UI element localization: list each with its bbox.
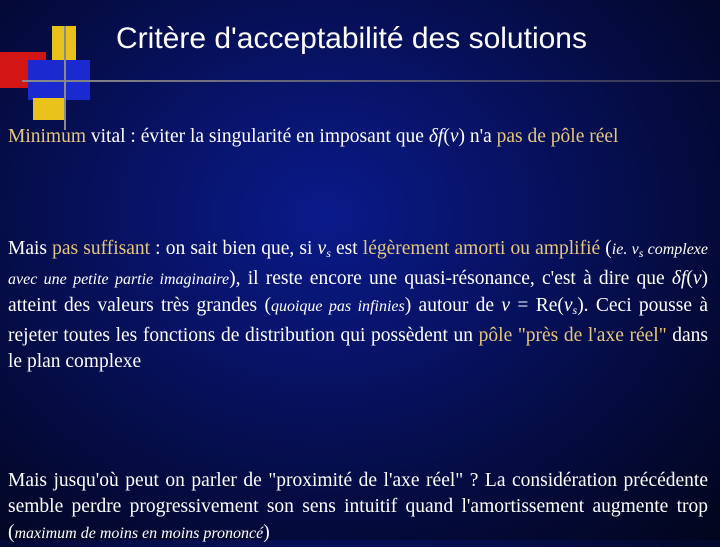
slide-title: Critère d'acceptabilité des solutions (116, 22, 587, 55)
variable-v: v (631, 241, 639, 258)
text-run: ) autour de (404, 295, 502, 316)
italic-aside: complexe avec une petite partie imaginaire (8, 241, 709, 288)
text-run: n'a (464, 126, 497, 147)
text-run: vital : éviter la singularité en imposant que (86, 126, 429, 147)
highlight-pole-reel: pôle réel (550, 126, 619, 147)
text-run: ( (443, 126, 450, 147)
delta-symbol: δ (671, 268, 681, 289)
text-run: ), il reste encore une quasi-résonance, c'est à dire que (229, 268, 672, 289)
highlight-amorti-amplifie: légèrement amorti ou amplifié (362, 238, 601, 259)
text-run: atteint des valeurs très grandes ( (8, 295, 271, 316)
decorative-yellow-block-bottom (33, 98, 65, 120)
text-run: ) (263, 522, 270, 543)
highlight-pas-suffisant: pas suffisant (52, 238, 151, 259)
variable-v: v (449, 126, 459, 147)
variable-v: v (692, 268, 702, 289)
decorative-vertical-rule (64, 26, 66, 130)
text-run: ) (458, 126, 465, 147)
text-run: dans le plan complexe (8, 325, 708, 372)
italic-aside: quoique pas infinies (270, 298, 405, 315)
text-run: Mais (8, 238, 53, 259)
text-run: ( (600, 238, 612, 259)
text-run: est (330, 238, 363, 259)
delta-symbol: δ (428, 126, 438, 147)
paragraph-quasi-resonance (8, 236, 708, 375)
italic-aside: maximum de moins en moins prononcé (14, 525, 264, 542)
text-run: Mais jusqu'où peut on parler de "proximité de l'axe réel" ? La considération précédente semble perdre progressivement son sens intuitif quand l'amortissement augmente trop ( (8, 470, 708, 543)
function-f: f (437, 126, 444, 147)
variable-v: v (563, 295, 573, 316)
text-run: ( (686, 268, 693, 289)
highlight-pas-de: pas de (496, 126, 546, 147)
variable-v: v (501, 295, 511, 316)
highlight-pole-pres-axe: pôle "près de l'axe réel" (478, 325, 667, 346)
highlight-minimum: Minimum (8, 126, 87, 147)
variable-v: v (317, 238, 327, 259)
paragraph-proximite (8, 468, 708, 547)
subscript-s: s (326, 246, 331, 260)
subscript-s: s (638, 246, 644, 260)
text-run: ). Ceci pousse à rejeter toutes les fonctions de distribution qui possèdent un (8, 295, 708, 346)
subscript-s: s (572, 303, 578, 317)
text-run: ) (701, 268, 708, 289)
decorative-horizontal-rule (22, 80, 720, 82)
paragraph-minimum-vital (8, 124, 708, 150)
text-run: : on sait bien que, si (150, 238, 318, 259)
function-f: f (680, 268, 687, 289)
italic-aside: ie. (611, 241, 632, 258)
text-run: = Re( (510, 295, 564, 316)
